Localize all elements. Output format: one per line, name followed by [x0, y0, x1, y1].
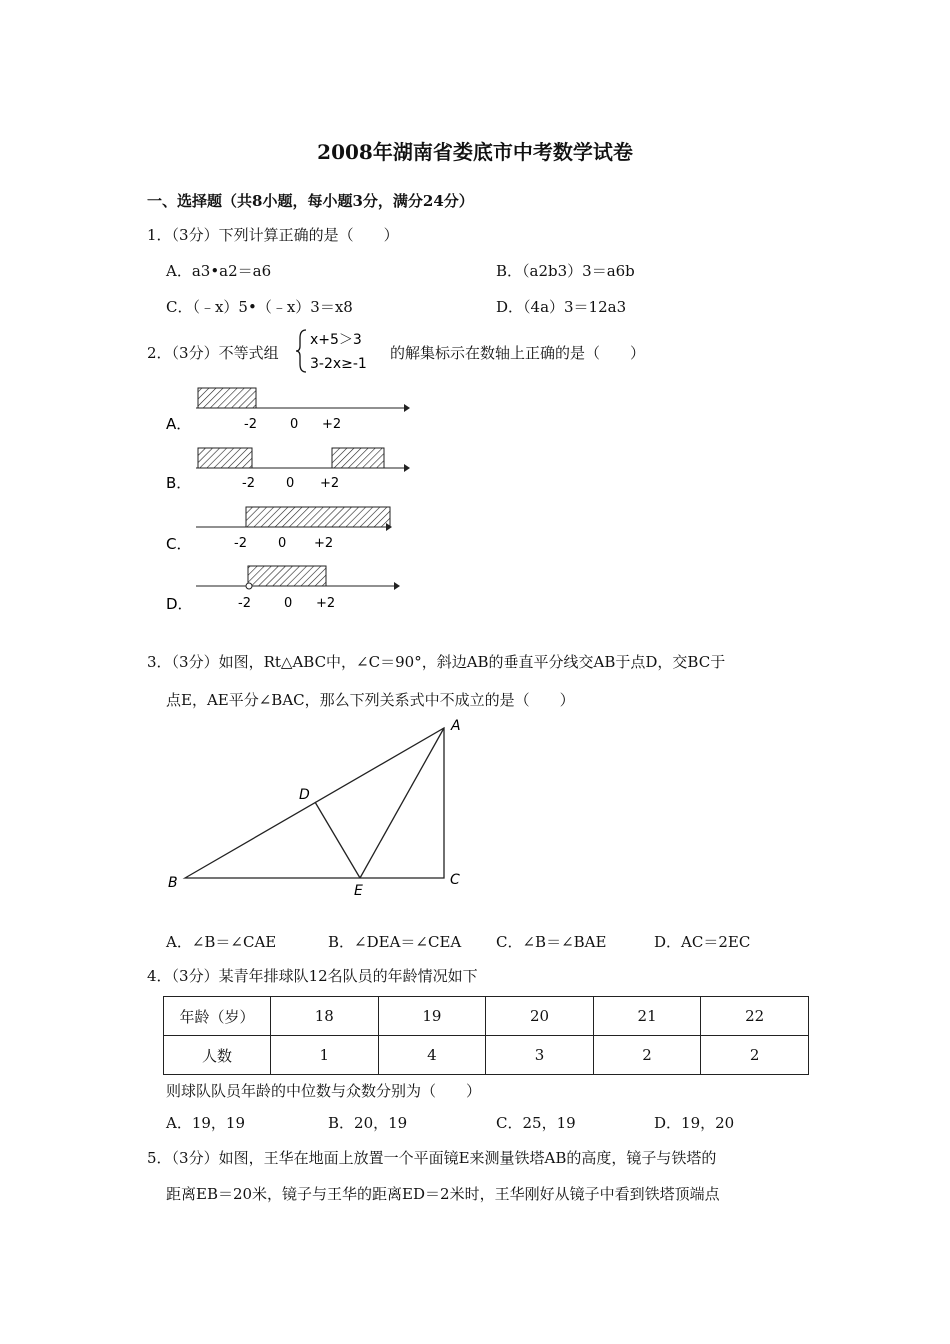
hatched-region [248, 566, 326, 586]
tick-label: +2 [322, 417, 342, 432]
section-heading: 一、选择题（共8小题，每小题3分，满分24分） [147, 192, 474, 210]
q3-option-a-text: A．∠B＝∠CAE [166, 933, 277, 951]
table-cell: 20 [486, 997, 594, 1036]
hatched-region [198, 388, 256, 408]
hatched-region [332, 448, 384, 468]
tick-label: -2 [242, 476, 255, 491]
q3-option-c-text: C．∠B＝∠BAE [496, 933, 607, 951]
segment-ae [360, 728, 444, 878]
table-cell: 3 [486, 1036, 594, 1075]
table-cell: 22 [701, 997, 809, 1036]
q2-number-lines [160, 380, 430, 620]
q1-option-b[interactable] [496, 260, 635, 281]
table-cell: 19 [378, 997, 486, 1036]
q4-option-c-text: C．25，19 [496, 1114, 576, 1132]
tick-label: 0 [278, 536, 287, 551]
q3-stem-line1: 3．（3分）如图，Rt△ABC中，∠C＝90°，斜边AB的垂直平分线交AB于点D，交BC于 [147, 653, 726, 671]
table-row [164, 1036, 809, 1075]
page-title: 2008年湖南省娄底市中考数学试卷 [317, 140, 633, 164]
q4-option-c[interactable] [496, 1112, 576, 1133]
hatched-region [246, 507, 390, 527]
point-label-d: D [299, 787, 310, 803]
q1-option-c[interactable] [166, 296, 353, 317]
q2-inequality-system [296, 326, 392, 376]
tick-label: 0 [286, 476, 295, 491]
q2-option-b[interactable] [166, 448, 410, 492]
table-cell: 年龄（岁） [164, 997, 271, 1036]
q5-stem-line1: 5．（3分）如图，王华在地面上放置一个平面镜E来测量铁塔AB的高度，镜子与铁塔的 [147, 1149, 717, 1167]
table-cell: 1 [271, 1036, 379, 1075]
q3-stem-line2: 点E，AE平分∠BAC，那么下列关系式中不成立的是（ ） [166, 691, 575, 709]
table-cell: 2 [701, 1036, 809, 1075]
q2-option-c[interactable] [166, 507, 392, 553]
table-row [164, 997, 809, 1036]
tick-label: 0 [290, 417, 299, 432]
segment-de [315, 802, 360, 878]
table-cell: 4 [378, 1036, 486, 1075]
tick-label: -2 [234, 536, 247, 551]
q4-option-a[interactable] [166, 1112, 245, 1133]
q1-option-c-text: C．（﹣x）5•（﹣x）3＝x8 [166, 298, 353, 316]
arrow-icon [404, 464, 410, 472]
q3-triangle-figure [160, 712, 480, 902]
triangle-abc [185, 728, 444, 878]
tick-label: 0 [284, 596, 293, 611]
tick-label: +2 [314, 536, 334, 551]
q2-inequality-1: x+5＞3 [310, 332, 362, 348]
q2-option-d-label: D． [166, 595, 193, 613]
table-cell: 18 [271, 997, 379, 1036]
tick-label: -2 [238, 596, 251, 611]
table-cell: 人数 [164, 1036, 271, 1075]
point-label-c: C [450, 872, 460, 888]
q4-option-b[interactable] [328, 1112, 407, 1133]
q1-option-a[interactable] [166, 260, 271, 281]
q2-option-c-label: C． [166, 535, 192, 553]
q2-stem-pre: 2．（3分）不等式组 [147, 344, 279, 362]
q3-option-d-text: D．AC＝2EC [654, 933, 751, 951]
q2-stem-post: 的解集标示在数轴上正确的是（ ） [390, 344, 646, 362]
q1-option-d-text: D．（4a）3＝12a3 [496, 298, 627, 316]
q1-stem: 1．（3分）下列计算正确的是（ ） [147, 226, 399, 244]
hatched-region [198, 448, 252, 468]
q4-stem: 4．（3分）某青年排球队12名队员的年龄情况如下 [147, 967, 478, 985]
q4-ask: 则球队队员年龄的中位数与众数分别为（ ） [166, 1082, 482, 1100]
q1-option-d[interactable] [496, 296, 626, 317]
age-table [163, 996, 809, 1075]
q4-option-a-text: A．19，19 [166, 1114, 246, 1132]
tick-label: -2 [244, 417, 257, 432]
arrow-icon [404, 404, 410, 412]
q3-option-b[interactable] [328, 931, 461, 952]
q3-option-d[interactable] [654, 931, 750, 952]
q2-option-a-label: A． [166, 415, 192, 433]
q5-stem-line2: 距离EB＝20米，镜子与王华的距离ED＝2米时，王华刚好从镜子中看到铁塔顶端点 [166, 1185, 720, 1203]
q4-option-b-text: B．20，19 [328, 1114, 408, 1132]
q3-option-c[interactable] [496, 931, 606, 952]
tick-label: +2 [320, 476, 340, 491]
q1-option-a-text: A．a3•a2＝a6 [166, 262, 272, 280]
q2-inequality-2: 3-2x≥-1 [310, 356, 367, 372]
point-label-e: E [354, 883, 363, 899]
q1-option-b-text: B．（a2b3）3＝a6b [496, 262, 635, 280]
point-label-b: B [168, 875, 178, 891]
q3-option-b-text: B．∠DEA＝∠CEA [328, 933, 462, 951]
point-label-a: A [451, 718, 461, 734]
table-cell: 2 [593, 1036, 701, 1075]
q4-option-d-text: D．19，20 [654, 1114, 735, 1132]
q3-option-a[interactable] [166, 931, 276, 952]
brace-shape [296, 330, 306, 372]
q4-option-d[interactable] [654, 1112, 734, 1133]
open-circle [246, 583, 252, 589]
q2-option-a[interactable] [166, 388, 410, 433]
tick-label: +2 [316, 596, 336, 611]
table-cell: 21 [593, 997, 701, 1036]
q2-option-b-label: B． [166, 474, 192, 492]
q2-option-d[interactable] [166, 566, 400, 613]
arrow-icon [394, 582, 400, 590]
